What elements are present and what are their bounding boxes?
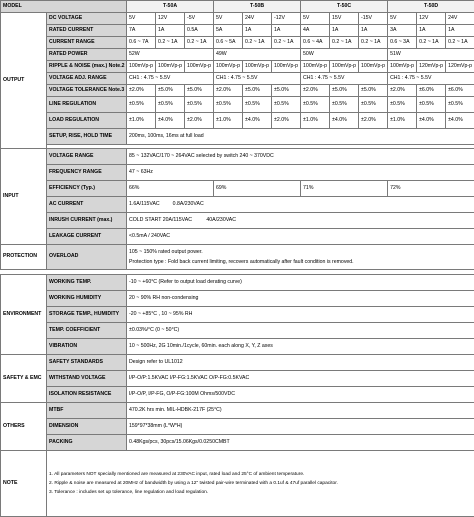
table-row	[1, 435, 474, 451]
model-t50c: T-50C	[301, 1, 388, 13]
section-protection: PROTECTION	[1, 245, 47, 270]
table-cell: 20 ~ 90% RH non-condensing	[127, 291, 474, 307]
param-voltage-range: VOLTAGE RANGE	[47, 149, 127, 165]
table-cell: ±2.0%	[185, 113, 214, 129]
table-cell: 0.6 ~ 4A	[301, 37, 330, 49]
param-voltage-adj: VOLTAGE ADJ. RANGE	[47, 73, 127, 85]
table-row	[1, 73, 474, 85]
table-cell: 49W	[214, 49, 301, 61]
table-cell: 85 ~ 132VAC/170 ~ 264VAC selected by switch 240 ~ 370VDC	[127, 149, 474, 165]
table-cell: 5V	[388, 13, 417, 25]
table-cell: 50W	[301, 49, 388, 61]
table-cell: 0.2 ~ 1A	[185, 37, 214, 49]
table-cell: ±0.03%/°C (0 ~ 50°C)	[127, 323, 474, 339]
param-voltage-tolerance: VOLTAGE TOLERANCE Note.3	[47, 85, 127, 97]
table-cell: 4A	[301, 25, 330, 37]
table-row	[1, 275, 474, 291]
table-cell: 100mVp-p	[185, 61, 214, 73]
table-cell: ±0.5%	[243, 97, 272, 113]
table-row	[1, 245, 474, 270]
table-cell: Design refer to UL1012	[127, 355, 474, 371]
table-cell: 52W	[127, 49, 214, 61]
table-cell: 100mVp-p	[330, 61, 359, 73]
table-cell: 100mVp-p	[359, 61, 388, 73]
table-cell: ±0.5%	[156, 97, 185, 113]
param-leakage-current: LEAKAGE CURRENT	[47, 229, 127, 245]
table-cell: ±0.5%	[446, 97, 474, 113]
table-row	[1, 149, 474, 165]
header-row	[1, 1, 474, 13]
table-row	[1, 13, 474, 25]
table-cell: -15V	[359, 13, 388, 25]
table-row	[1, 339, 474, 355]
table-cell: ±0.5%	[417, 97, 446, 113]
table-row	[1, 25, 474, 37]
section-note: NOTE	[1, 451, 47, 517]
table-cell: 0.6 ~ 7A	[127, 37, 156, 49]
table-row	[1, 451, 474, 517]
table-cell: ±4.0%	[446, 113, 474, 129]
param-working-temp: WORKING TEMP.	[47, 275, 127, 291]
table-cell: ±6.0%	[446, 85, 474, 97]
param-inrush-current: INRUSH CURRENT (max.)	[47, 213, 127, 229]
table-cell: 1A	[330, 25, 359, 37]
table-cell: 0.2 ~ 1A	[156, 37, 185, 49]
table-row	[1, 181, 474, 197]
table-row	[1, 85, 474, 97]
table-cell: ±2.0%	[301, 85, 330, 97]
param-rated-current: RATED CURRENT	[47, 25, 127, 37]
table-cell: 0.2 ~ 1A	[446, 37, 474, 49]
table-row	[1, 165, 474, 181]
table-cell: 100mVp-p	[243, 61, 272, 73]
table-cell: ±5.0%	[185, 85, 214, 97]
table-cell: 12V	[417, 13, 446, 25]
param-dimension: DIMENSION	[47, 419, 127, 435]
table-cell: ±2.0%	[127, 85, 156, 97]
table-cell: ±0.5%	[330, 97, 359, 113]
table-cell: ±0.5%	[214, 97, 243, 113]
overload-line2: Protection type : Fold back current limiting, recovers automatically after fault condition is removed.	[129, 257, 472, 267]
table-row	[1, 113, 474, 129]
table-cell: 0.6 ~ 5A	[214, 37, 243, 49]
table-cell: ±5.0%	[330, 85, 359, 97]
table-cell: ±1.0%	[214, 113, 243, 129]
table-row	[1, 61, 474, 73]
note-line-3: 3. Tolerance : includes set up tolerance, line regulation and load regulation.	[49, 488, 472, 497]
table-cell: ±0.5%	[301, 97, 330, 113]
table-cell: 100mVp-p	[156, 61, 185, 73]
table-cell: 24V	[446, 13, 474, 25]
table-cell: 100mVp-p	[388, 61, 417, 73]
table-row	[1, 97, 474, 113]
note-cell	[47, 451, 474, 517]
table-cell: 5V	[214, 13, 243, 25]
overload-cell	[127, 245, 474, 270]
table-cell: ±5.0%	[243, 85, 272, 97]
table-row	[1, 129, 474, 145]
param-load-regulation: LOAD REGULATION	[47, 113, 127, 129]
table-cell: 200ms, 100ms, 16ms at full load	[127, 129, 474, 145]
param-withstand-voltage: WITHSTAND VOLTAGE	[47, 371, 127, 387]
table-cell: 3A	[388, 25, 417, 37]
table-cell: 5V	[127, 13, 156, 25]
table-cell: 1A	[243, 25, 272, 37]
table-cell: ±2.0%	[272, 113, 301, 129]
table-cell: CH1 : 4.75 ~ 5.5V	[214, 73, 301, 85]
table-cell: 71%	[301, 181, 388, 197]
table-cell: ±2.0%	[359, 113, 388, 129]
section-others: OTHERS	[1, 403, 47, 451]
table-cell: 1A	[446, 25, 474, 37]
table-cell: 120mVp-p	[446, 61, 474, 73]
table-cell: 100mVp-p	[127, 61, 156, 73]
param-isolation-resistance: ISOLATION RESISTANCE	[47, 387, 127, 403]
table-cell: -12V	[272, 13, 301, 25]
table-cell: 69%	[214, 181, 301, 197]
table-cell: -5V	[185, 13, 214, 25]
table-cell: 1A	[156, 25, 185, 37]
table-row	[1, 371, 474, 387]
param-packing: PACKING	[47, 435, 127, 451]
table-cell: 7A	[127, 25, 156, 37]
table-cell: ±4.0%	[417, 113, 446, 129]
table-cell: 1A	[417, 25, 446, 37]
table-cell: ±5.0%	[359, 85, 388, 97]
model-t50b: T-50B	[214, 1, 301, 13]
table-cell: ±0.5%	[388, 97, 417, 113]
table-cell: 24V	[243, 13, 272, 25]
param-current-range: CURRENT RANGE	[47, 37, 127, 49]
section-environment: ENVIRONMENT	[1, 275, 47, 355]
table-row	[1, 355, 474, 371]
table-cell: ±5.0%	[156, 85, 185, 97]
table-cell: 72%	[388, 181, 474, 197]
table-cell: 0.2 ~ 1A	[243, 37, 272, 49]
table-cell: 100mVp-p	[272, 61, 301, 73]
table-cell: 47 ~ 63Hz	[127, 165, 474, 181]
table-cell: ±5.0%	[272, 85, 301, 97]
param-frequency-range: FREQUENCY RANGE	[47, 165, 127, 181]
param-dc-voltage: DC VOLTAGE	[47, 13, 127, 25]
model-label: MODEL	[1, 1, 127, 13]
table-cell: 100mVp-p	[301, 61, 330, 73]
param-temp-coefficient: TEMP. COEFFICIENT	[47, 323, 127, 339]
table-cell: ±0.5%	[127, 97, 156, 113]
table-cell: 0.48Kgs/pcs, 30pcs/15.06Kgs/0.0250CMBT	[127, 435, 474, 451]
table-cell: 470.2K hrs min. MIL-HDBK-217F (25°C)	[127, 403, 474, 419]
table-cell: 0.2 ~ 1A	[272, 37, 301, 49]
section-output: OUTPUT	[1, 13, 47, 149]
table-cell: ±0.5%	[185, 97, 214, 113]
param-mtbf: MTBF	[47, 403, 127, 419]
table-cell: 5A	[214, 25, 243, 37]
table-cell: ±2.0%	[388, 85, 417, 97]
section-safety-emc: SAFETY & EMC	[1, 355, 47, 403]
table-cell: 5V	[301, 13, 330, 25]
table-cell: COLD START 20A/115VAC 40A/230VAC	[127, 213, 474, 229]
param-vibration: VIBRATION	[47, 339, 127, 355]
note-line-1: 1. All parameters NOT specially mentioned are measured at 230VAC input, rated load and 25°C of ambient temperature.	[49, 470, 472, 479]
table-cell: 10 ~ 500Hz, 2G 10min./1cycle, 60min. each along X, Y, Z axes	[127, 339, 474, 355]
param-ac-current: AC CURRENT	[47, 197, 127, 213]
param-efficiency: EFFICIENCY (Typ.)	[47, 181, 127, 197]
table-cell: 1.6A/115VAC 0.8A/230VAC	[127, 197, 474, 213]
table-cell: ±4.0%	[243, 113, 272, 129]
table-cell: I/P-O/P:1.5KVAC I/P-FG:1.5KVAC O/P-FG:0.5KVAC	[127, 371, 474, 387]
table-cell: -20 ~ +85°C , 10 ~ 95% RH	[127, 307, 474, 323]
table-cell: ±0.5%	[272, 97, 301, 113]
table-row	[1, 291, 474, 307]
table-cell: -10 ~ +60°C (Refer to output load derating curve)	[127, 275, 474, 291]
table-cell: 51W	[388, 49, 474, 61]
table-row	[1, 419, 474, 435]
model-t50d: T-50D	[388, 1, 474, 13]
table-cell: ±4.0%	[156, 113, 185, 129]
table-cell: 0.6 ~ 3A	[388, 37, 417, 49]
param-ripple-noise: RIPPLE & NOISE (max.) Note.2	[47, 61, 127, 73]
section-input: INPUT	[1, 149, 47, 245]
table-cell: 0.2 ~ 1A	[417, 37, 446, 49]
table-row	[1, 197, 474, 213]
table-cell: 0.5A	[185, 25, 214, 37]
table-cell: 12V	[156, 13, 185, 25]
table-row	[1, 307, 474, 323]
overload-line1: 105 ~ 150% rated output power.	[129, 247, 472, 257]
table-row	[1, 213, 474, 229]
table-row	[1, 37, 474, 49]
table-cell: 0.2 ~ 1A	[359, 37, 388, 49]
table-cell: 1A	[272, 25, 301, 37]
table-cell: 66%	[127, 181, 214, 197]
table-cell: ±1.0%	[388, 113, 417, 129]
table-cell: ±2.0%	[214, 85, 243, 97]
table-cell: ±1.0%	[127, 113, 156, 129]
table-cell: 15V	[330, 13, 359, 25]
table-cell: CH1 : 4.75 ~ 5.5V	[301, 73, 388, 85]
table-cell: 159*97*38mm (L*W*H)	[127, 419, 474, 435]
param-overload: OVERLOAD	[47, 245, 127, 270]
note-line-2: 2. Ripple & noise are measured at 20MHz of bandwidth by using a 12" twisted pair-wire terminated with a 0.1uf & 47uf parallel capacitor.	[49, 479, 472, 488]
table-row	[1, 49, 474, 61]
model-t50a: T-50A	[127, 1, 214, 13]
param-rated-power: RATED POWER	[47, 49, 127, 61]
param-working-humidity: WORKING HUMIDITY	[47, 291, 127, 307]
param-setup-rise-hold: SETUP, RISE, HOLD TIME	[47, 129, 127, 145]
table-row	[1, 323, 474, 339]
param-line-regulation: LINE REGULATION	[47, 97, 127, 113]
table-row	[1, 403, 474, 419]
table-cell: 1A	[359, 25, 388, 37]
table-cell: CH1 : 4.75 ~ 5.5V	[388, 73, 474, 85]
table-cell: I/P-O/P, I/P-FG, O/P-FG:100M Ohms/500VDC	[127, 387, 474, 403]
param-storage-temp: STORAGE TEMP., HUMIDITY	[47, 307, 127, 323]
table-cell: ±0.5%	[359, 97, 388, 113]
table-cell: 100mVp-p	[214, 61, 243, 73]
table-row	[1, 229, 474, 245]
table-row	[1, 387, 474, 403]
table-cell: 120mVp-p	[417, 61, 446, 73]
table-cell: <0.5mA / 240VAC	[127, 229, 474, 245]
table-cell: ±4.0%	[330, 113, 359, 129]
param-safety-standards: SAFETY STANDARDS	[47, 355, 127, 371]
table-cell: ±6.0%	[417, 85, 446, 97]
table-cell: CH1 : 4.75 ~ 5.5V	[127, 73, 214, 85]
table-cell: 0.2 ~ 1A	[330, 37, 359, 49]
table-cell: ±1.0%	[301, 113, 330, 129]
